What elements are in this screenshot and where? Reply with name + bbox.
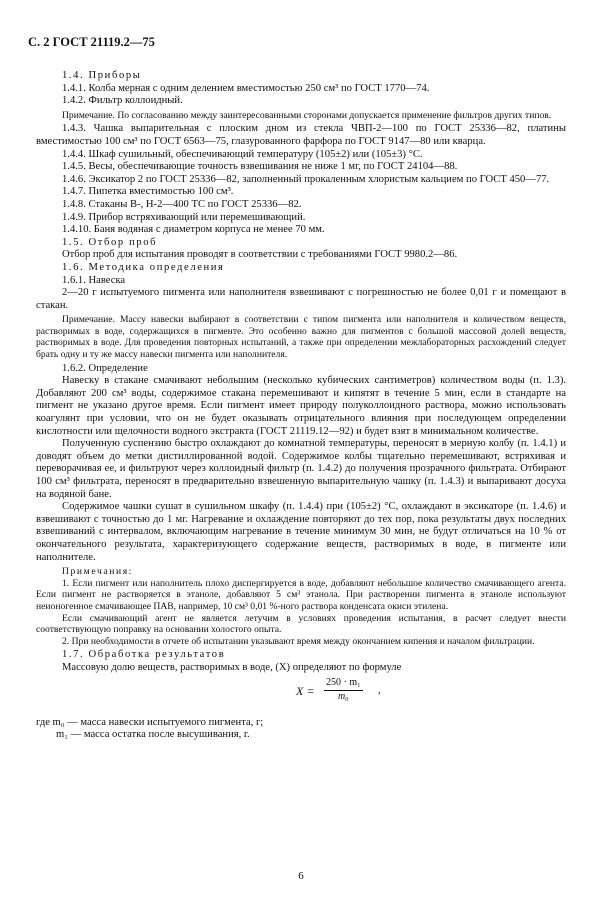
formula-fraction: [324, 677, 363, 704]
item-1-4-1: 1.4.1. Колба мерная с одним делением вместимостью 250 см³ по ГОСТ 1770—74.: [62, 82, 430, 94]
formula: [62, 677, 566, 717]
section-1-6-2-heading: 1.6.2. Определение: [62, 362, 148, 374]
formula-numerator: 250 · m₁: [324, 677, 363, 692]
note-1: Примечание. По согласованию между заинтересованными сторонами допускается применение фильтров других типов.: [62, 109, 552, 121]
note-item-1b: Если смачивающий агент не является летучим в условиях проведения испытания, в расчет следует внести соответствующую поправку на основании холостого опыта.: [36, 612, 566, 636]
section-1-7-heading: 1.7. Обработка результатов: [62, 649, 226, 661]
item-1-4-9: 1.4.9. Прибор встряхивающий или перемешивающий.: [62, 211, 306, 223]
item-1-4-4: 1.4.4. Шкаф сушильный, обеспечивающий температуру (105±2) или (105±3) °С.: [62, 148, 423, 160]
page-number: 6: [298, 870, 304, 882]
where-line-2: m₁ — масса остатка после высушивания, г.: [56, 729, 250, 741]
section-1-5-text: Отбор проб для испытания проводят в соответствии с требованиями ГОСТ 9980.2—86.: [62, 249, 458, 261]
section-1-4-heading: 1.4. Приборы: [62, 70, 142, 81]
note-item-1: 1. Если пигмент или наполнитель плохо диспергируется в воде, добавляют небольшое количество смачивающего агента. Если пигмент не растворяется в этаноле, добавляют 5 см³ этанола. При растворении пигмента в этаноле используют неионогенное смачивающее ПАВ, например, 10 см³ 0,01 %-ного раствора конденсата окиси этилена.: [36, 577, 566, 612]
item-1-4-10: 1.4.10. Баня водяная с диаметром корпуса не менее 70 мм.: [62, 224, 325, 236]
where-line-1: где m₀ — масса навески испытуемого пигмента, г;: [36, 716, 264, 728]
section-1-6-heading: 1.6. Методика определения: [62, 261, 225, 273]
item-1-4-8: 1.4.8. Стаканы В-, Н-2—400 ТС по ГОСТ 25336—82.: [62, 198, 302, 210]
section-1-7-text: Массовую долю веществ, растворимых в воде, (X) определяют по формуле: [62, 661, 402, 673]
section-1-5-heading: 1.5. Отбор проб: [62, 236, 158, 248]
paragraph-3: Содержимое чашки сушат в сушильном шкафу (п. 1.4.4) при (105±2) °С, охлаждают в эксикаторе (п. 1.4.6) и взвешивают с точностью до 1 мг. Нагревание и охлаждение повторяют до тех пор, пока результаты двух последних взвешиваний с интервалом, включающим нагревание в течение минимум 30 мин, не будут отличаться на 10 % от окончательного результата, характеризующего содержание веществ, растворимых в воде, в пигменте или наполнителе.: [36, 501, 566, 563]
paragraph-1: Навеску в стакане смачивают небольшим (несколько кубических сантиметров) количеством воды (п. 1.3). Добавляют 200 см³ воды, содержимое стакана перемешивают и кипятят в течение 5 мин, если в стандарте на пигмент не указано другое время. Если пигмент имеет природу полуколлоидного раствора, можно использовать коагулянт при условии, что он не будет оказывать отрицательного влияния при последующем определении кислотности или щелочности водного экстракта (ГОСТ 21119.12—92) и будет взят в минимальном количестве.: [36, 375, 566, 437]
item-1-4-6: 1.4.6. Эксикатор 2 по ГОСТ 25336—82, заполненный прокаленным хлористым кальцием по ГОСТ 450—77.: [62, 173, 550, 185]
item-1-4-2: 1.4.2. Фильтр коллоидный.: [62, 95, 183, 107]
note-2: Примечание. Массу навески выбирают в соответствии с типом пигмента или наполнителя и количеством веществ, растворимых в воде, содержащихся в пигменте. Это особенно важно для пигментов с большой массовой долей веществ, растворимых в воде. Для проведения повторных испытаний, а также при определении межлабораторных расхождений следует брать одну и ту же массу навески пигмента или наполнителя.: [36, 314, 566, 361]
item-1-4-7: 1.4.7. Пипетка вместимостью 100 см³.: [62, 186, 234, 198]
item-1-4-5: 1.4.5. Весы, обеспечивающие точность взвешивания не ниже 1 мг, по ГОСТ 24104—88.: [62, 161, 458, 173]
notes-heading: Примечания:: [62, 566, 133, 578]
page-header: С. 2 ГОСТ 21119.2—75: [28, 35, 155, 49]
item-1-4-3: 1.4.3. Чашка выпарительная с плоским дном из стекла ЧВП-2—100 по ГОСТ 25336—82, платины вместимостью 100 см³ по ГОСТ 6563—75, глазурованного фарфора по ГОСТ 9147—80 или кварца.: [36, 123, 566, 147]
formula-comma: ,: [378, 684, 381, 696]
formula-lhs: X =: [296, 683, 315, 698]
paragraph-2: Полученную суспензию быстро охлаждают до комнатной температуры, переносят в мерную колбу (п. 1.4.1) и доводят объем до метки дистиллированной водой. Содержимое колбы тщательно перемешивают, встряхивая и переворачивая ее, и фильтруют через коллоидный фильтр (п. 1.4.2) до получения прозрачного фильтрата. Отбирают 100 см³ фильтрата, переносят в предварительно взвешенную выпарительную чашку (п. 1.4.3) и выпаривают досуха на водяной бане.: [36, 438, 566, 500]
section-1-6-1-heading: 1.6.1. Навеска: [62, 274, 126, 286]
section-1-6-1-text: 2—20 г испытуемого пигмента или наполнителя взвешивают с погрешностью не более 0,01 г и помещают в стакан.: [36, 287, 566, 311]
formula-denominator: m₀: [337, 691, 349, 703]
note-item-2: 2. При необходимости в отчете об испытании указывают время между окончанием кипения и началом фильтрации.: [62, 635, 535, 647]
page-content: [36, 70, 566, 742]
